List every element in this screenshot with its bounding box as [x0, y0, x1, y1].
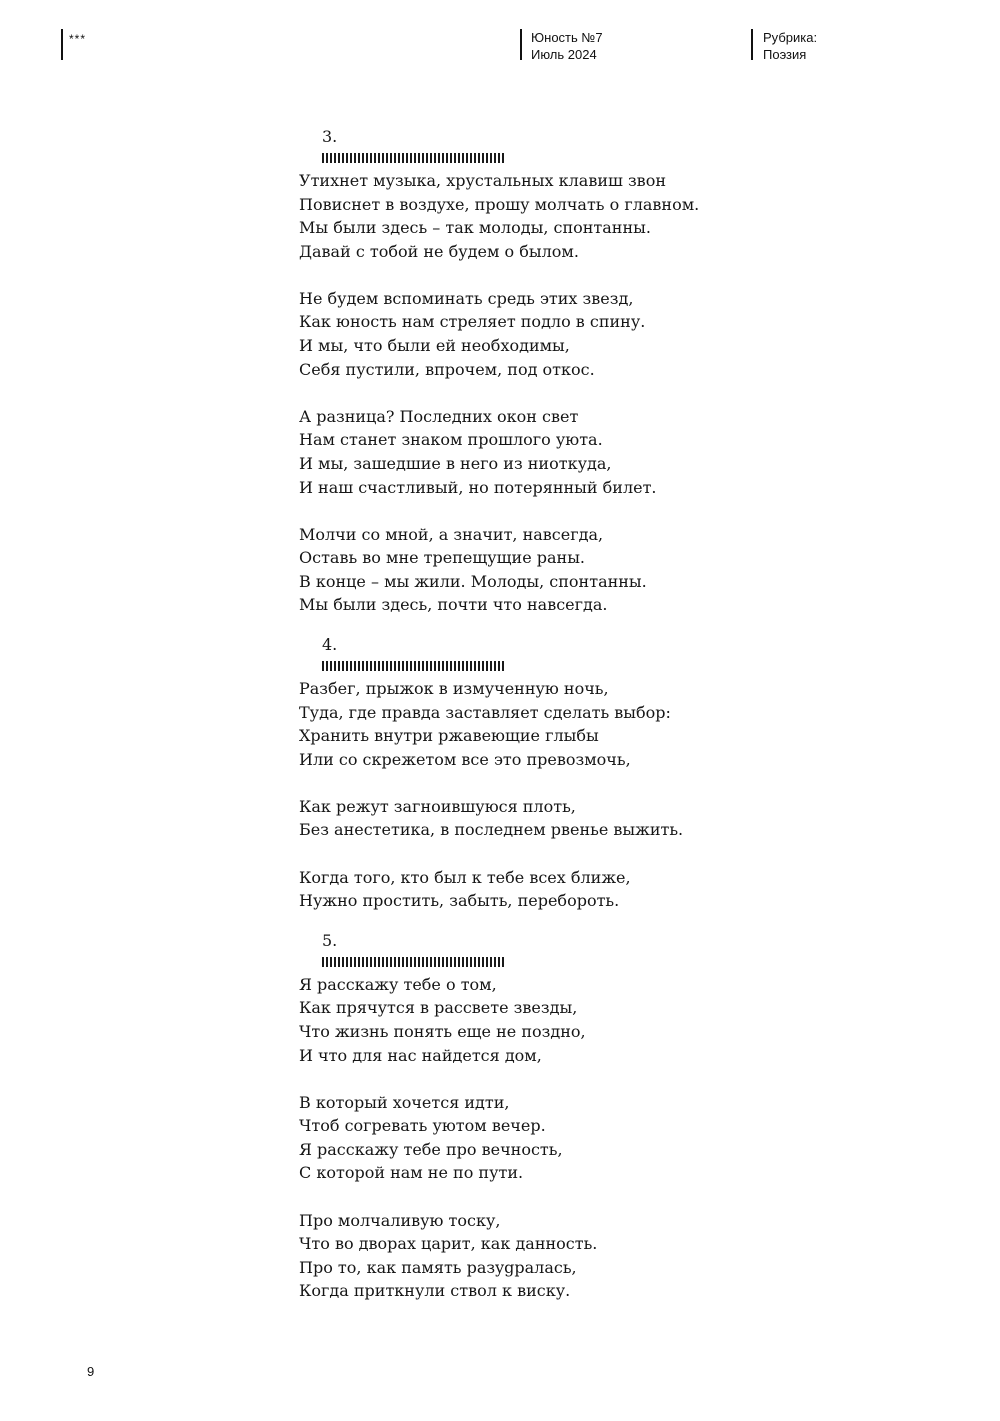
poem-line: Как юность нам стреляет подло в спину.	[299, 312, 646, 332]
header-left-divider	[61, 29, 63, 60]
header-rubric	[763, 29, 817, 63]
poem-line: Что жизнь понять еще не поздно,	[299, 1021, 586, 1041]
poem-line: Что во дворах царит, как данность.	[299, 1234, 598, 1254]
stanza	[299, 405, 859, 499]
poem-line: Чтоб согревать уютом вечер.	[299, 1116, 546, 1136]
stanza	[299, 973, 859, 1067]
poem-line: Как режут загноившуюся плоть,	[299, 796, 576, 816]
poem-line: Туда, где правда заставляет сделать выбор:	[299, 702, 671, 722]
rubric-name: Поэзия	[763, 47, 807, 62]
poem-line: Без анестетика, в последнем рвенье выжить.	[299, 820, 684, 840]
stanza	[299, 523, 859, 617]
section-number: 4.	[322, 635, 338, 654]
poem-section	[299, 929, 859, 1303]
header-magazine-info	[531, 29, 603, 63]
section-number: 3.	[322, 127, 338, 146]
poem-line: Хранить внутри ржавеющие глыбы	[299, 726, 599, 746]
poem-line: Про то, как память разygралась,	[299, 1257, 577, 1277]
header-mid-divider	[520, 29, 522, 60]
poem-line: С которой нам не по пути.	[299, 1163, 524, 1183]
poem-line: Давай с тобой не будем о былом.	[299, 241, 579, 261]
header-asterisks: ***	[69, 32, 87, 46]
section-divider	[322, 661, 506, 671]
issue-date: Июль 2024	[531, 47, 597, 62]
poem-line: Когда приткнули ствол к виску.	[299, 1281, 571, 1301]
poem-line: Мы были здесь, почти что навсегда.	[299, 595, 608, 615]
poem-line: Молчи со мной, а значит, навсегда,	[299, 524, 604, 544]
poem-line: Когда того, кто был к тебе всех ближе,	[299, 867, 631, 887]
poem-line: Повиснет в воздухе, прошу молчать о главном.	[299, 194, 700, 214]
poem-line: И мы, зашедшие в него из ниоткуда,	[299, 453, 612, 473]
poem-line: Мы были здесь – так молоды, спонтанны.	[299, 218, 651, 238]
poem-line: Или со скрежетом все это превозмочь,	[299, 749, 631, 769]
rubric-label: Рубрика:	[763, 30, 818, 45]
poem-line: Себя пустили, впрочем, под откос.	[299, 359, 595, 379]
stanza	[299, 287, 859, 381]
poem-line: Разбег, прыжок в измученную ночь,	[299, 679, 609, 698]
poem-line: Нам станет знаком прошлого уюта.	[299, 430, 603, 450]
section-divider	[322, 153, 506, 163]
poem-line: И что для нас найдется дом,	[299, 1045, 542, 1065]
poem-line: А разница? Последних окон свет	[299, 406, 579, 426]
poem-line: В конце – мы жили. Молоды, спонтанны.	[299, 571, 647, 591]
stanza	[299, 1091, 859, 1185]
poem-line: Про молчаливую тоску,	[299, 1210, 501, 1230]
poem-line: Нужно простить, забыть, перебороть.	[299, 891, 620, 911]
stanza	[299, 1209, 859, 1303]
poem-line: Я расскажу тебе о том,	[299, 974, 497, 994]
stanza	[299, 169, 859, 263]
stanza	[299, 866, 859, 913]
stanza	[299, 677, 859, 771]
poem-section	[299, 125, 859, 617]
poem-line: Оставь во мне трепещущие раны.	[299, 548, 586, 568]
stanza	[299, 795, 859, 842]
poem-section	[299, 633, 859, 913]
poem-line: Утихнет музыка, хрустальных клавиш звон	[299, 171, 666, 190]
section-number: 5.	[322, 930, 338, 950]
poem-line: Не будем вспоминать средь этих звезд,	[299, 288, 634, 308]
poem-line: Я расскажу тебе про вечность,	[299, 1139, 563, 1159]
poem-body	[299, 125, 859, 1319]
poem-line: И мы, что были ей необходимы,	[299, 336, 570, 356]
poem-line: И наш счастливый, но потерянный билет.	[299, 477, 657, 497]
section-divider	[322, 957, 506, 967]
magazine-title: Юность №7	[531, 30, 603, 45]
header-right-divider	[751, 29, 753, 60]
poem-line: В который хочется идти,	[299, 1092, 510, 1112]
poem-line: Как прячутся в рассвете звезды,	[299, 998, 578, 1018]
page-number: 9	[87, 1364, 95, 1379]
